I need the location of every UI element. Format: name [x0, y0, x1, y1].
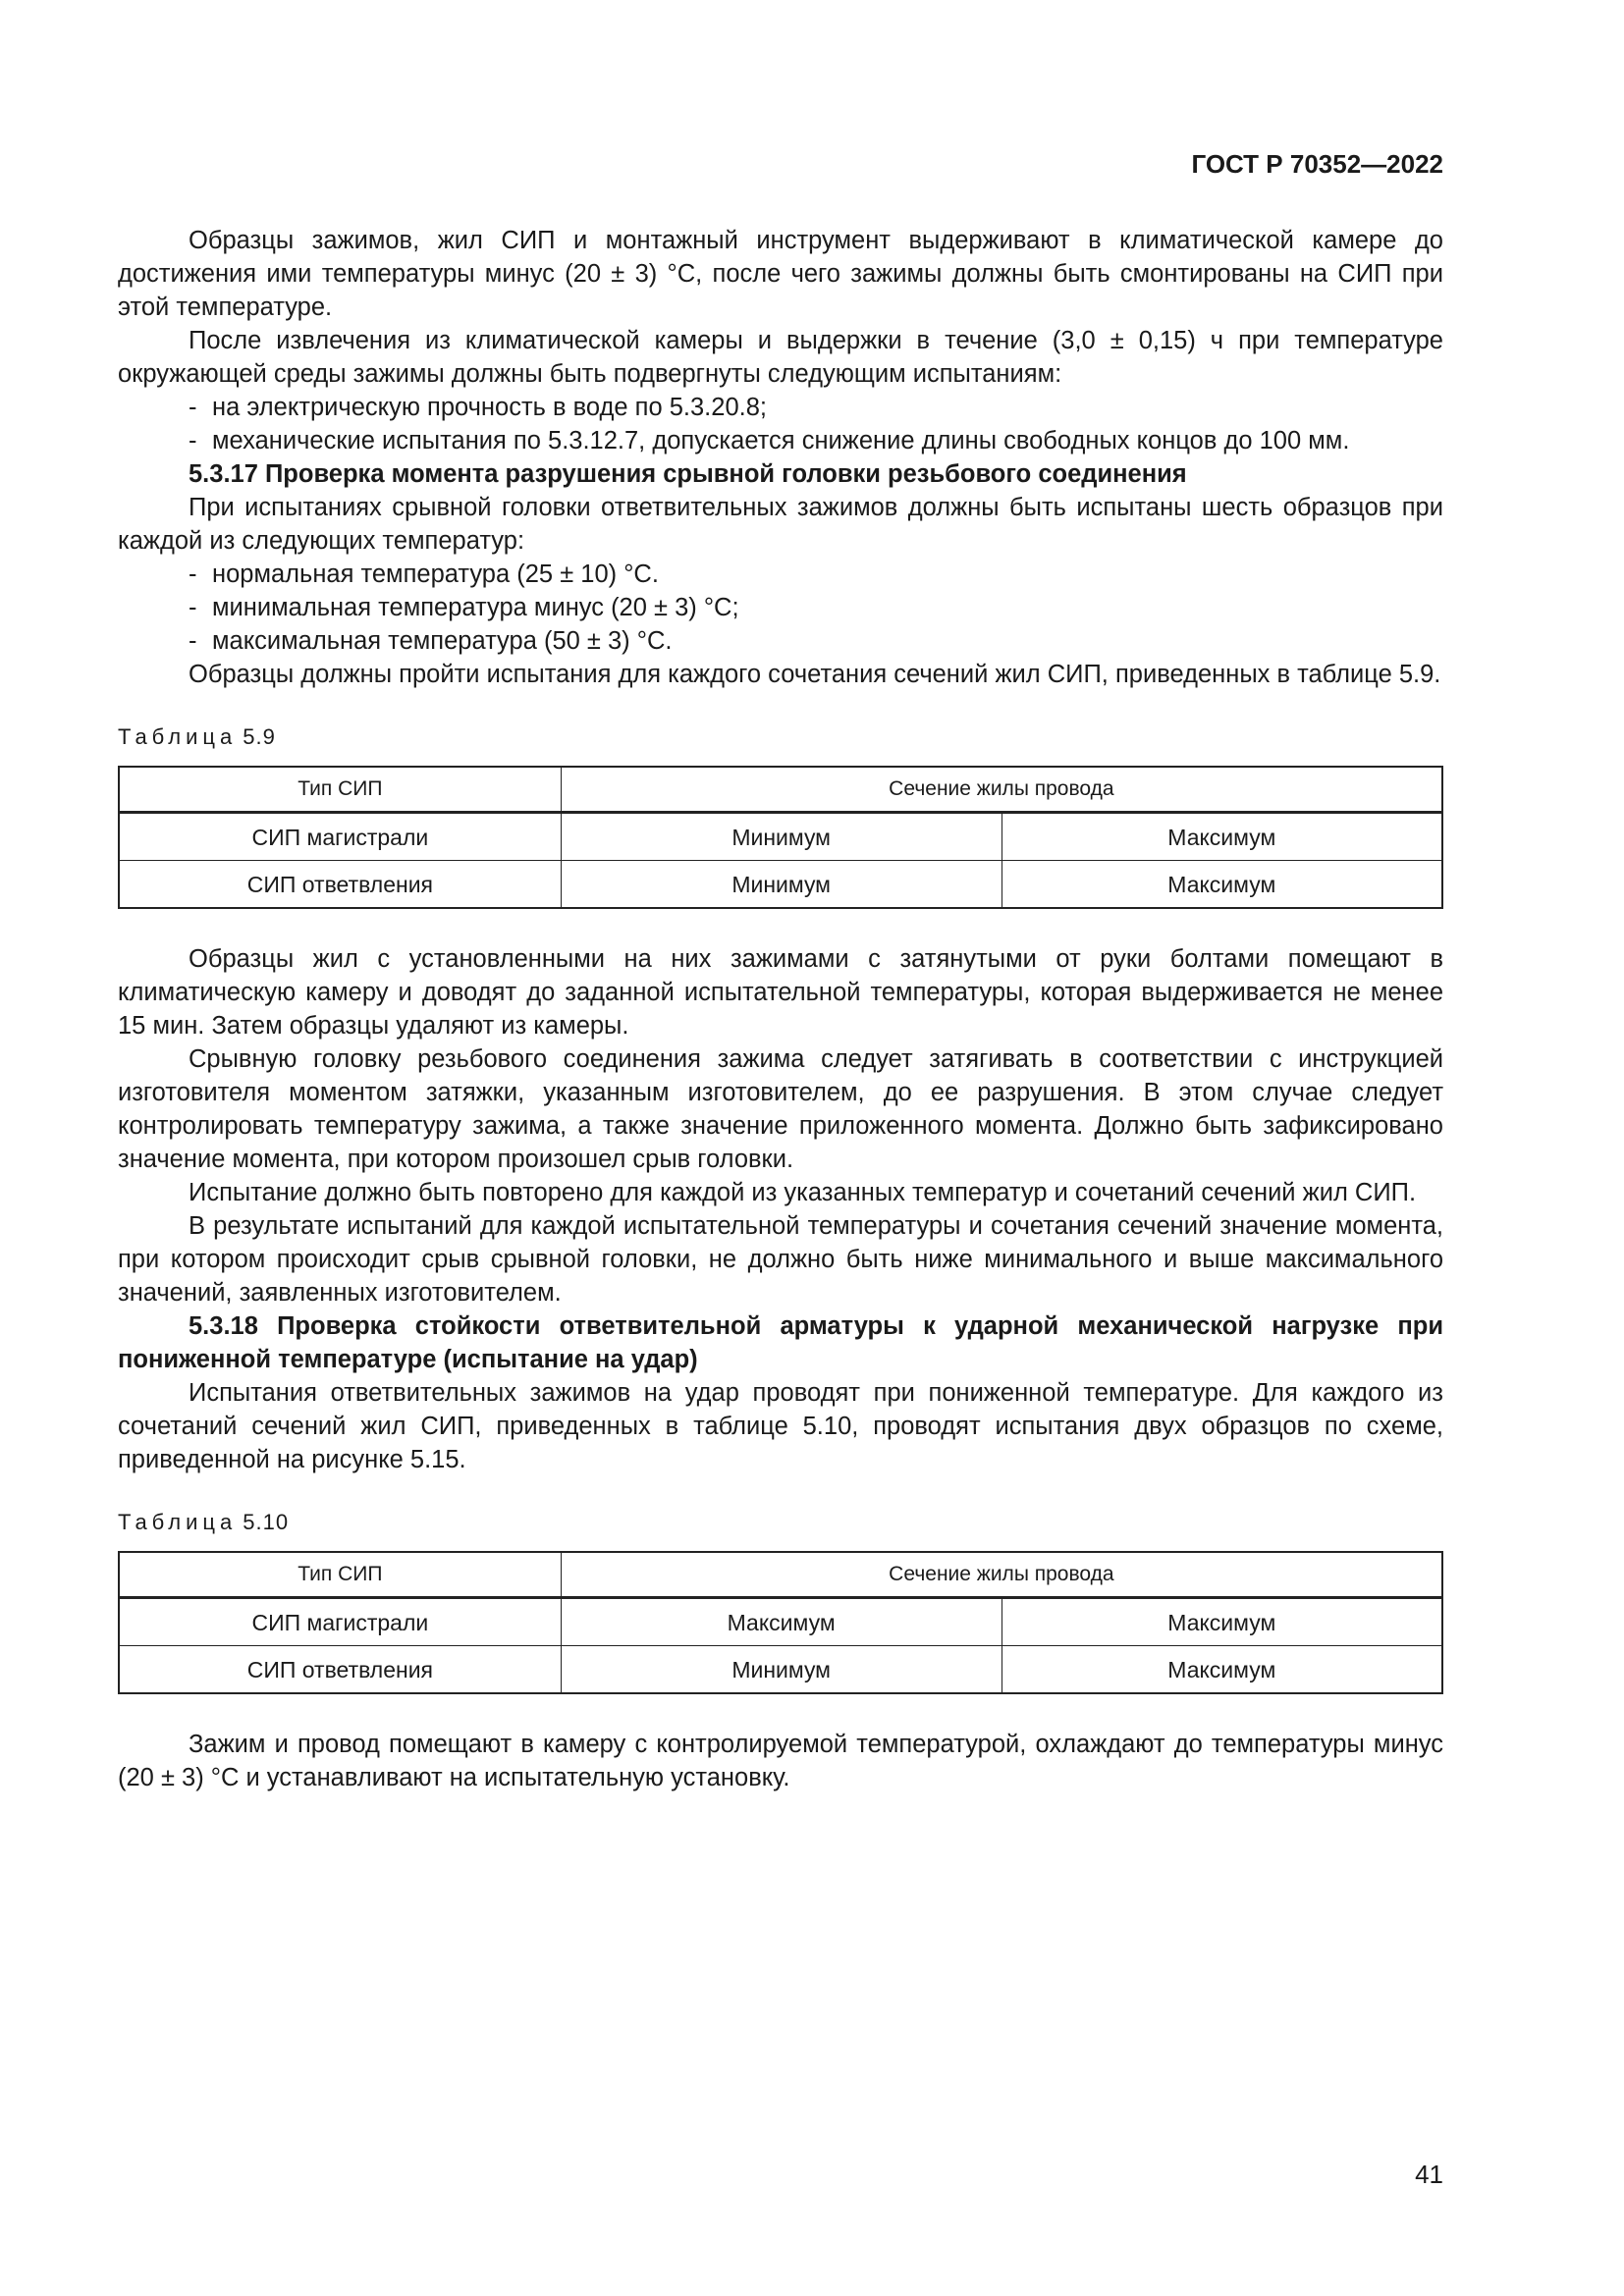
section-heading: 5.3.18 Проверка стойкости ответвительной арматуры к ударной механической нагрузке при пониженной температуре (испытание на удар): [118, 1312, 1443, 1373]
paragraph: Испытания ответвительных зажимов на удар проводят при пониженной температуре. Для каждого из сочетаний сечений жил СИП, приведенных в таблице 5.10, проводят испытания двух образцов по схеме, приведенной на рисунке 5.15.: [118, 1379, 1443, 1473]
page-number: 41: [1415, 2160, 1443, 2189]
list-item-text: нормальная температура (25 ± 10) °С.: [212, 561, 659, 588]
table-row: [119, 1646, 1442, 1694]
dash-bullet: -: [189, 427, 197, 454]
dash-bullet: -: [189, 394, 197, 421]
table-cell: Минимум: [561, 1646, 1001, 1694]
paragraph: Испытание должно быть повторено для каждой из указанных температур и сочетаний сечений жил СИП.: [189, 1179, 1417, 1206]
table-caption-number: 5.9: [243, 724, 276, 749]
list-item: [118, 624, 1443, 658]
table-cell: Минимум: [561, 861, 1001, 909]
table-caption-word: Таблица: [118, 724, 238, 749]
table-cell: Максимум: [1001, 1598, 1442, 1646]
paragraph: Образцы зажимов, жил СИП и монтажный инструмент выдерживают в климатической камере до достижения ими температуры минус (20 ± 3) °С, после чего зажимы должны быть смонтированы на СИП при этой температуре.: [118, 227, 1443, 321]
document-code: ГОСТ Р 70352—2022: [1191, 149, 1443, 179]
table-cell: СИП ответвления: [119, 861, 561, 909]
table-5-10: [118, 1551, 1443, 1694]
header-cell: Тип СИП: [119, 1552, 561, 1598]
paragraph: При испытаниях срывной головки ответвительных зажимов должны быть испытаны шесть образцов при каждой из следующих температур:: [118, 494, 1443, 555]
table-5-9: [118, 766, 1443, 909]
section-heading: 5.3.17 Проверка момента разрушения срывной головки резьбового соединения: [189, 460, 1187, 488]
table-row: [119, 861, 1442, 909]
table-row: [119, 1598, 1442, 1646]
dash-bullet: -: [189, 561, 197, 588]
list-item: [118, 424, 1443, 457]
table-cell: Минимум: [561, 813, 1001, 861]
list-item: [118, 591, 1443, 624]
list-item: [118, 558, 1443, 591]
table-row: [119, 813, 1442, 861]
table-cell: СИП магистрали: [119, 1598, 561, 1646]
paragraph: После извлечения из климатической камеры и выдержки в течение (3,0 ± 0,15) ч при температуре окружающей среды зажимы должны быть подвергнуты следующим испытаниям:: [118, 327, 1443, 388]
paragraph: В результате испытаний для каждой испытательной температуры и сочетания сечений значение момента, при котором происходит срыв срывной головки, не должно быть ниже минимального и выше максимального значений, заявленных изготовителем.: [118, 1212, 1443, 1307]
table-header-row: [119, 767, 1442, 813]
header-cell: Сечение жилы провода: [561, 1552, 1442, 1598]
list-item-text: минимальная температура минус (20 ± 3) °С;: [212, 594, 739, 621]
table-cell: Максимум: [1001, 861, 1442, 909]
dash-bullet: -: [189, 594, 197, 621]
table-header-row: [119, 1552, 1442, 1598]
dash-bullet: -: [189, 627, 197, 655]
list-item-text: на электрическую прочность в воде по 5.3.20.8;: [212, 394, 767, 421]
table-caption-number: 5.10: [243, 1510, 290, 1534]
list-item: [118, 391, 1443, 424]
list-item-text: механические испытания по 5.3.12.7, допускается снижение длины свободных концов до 100 мм.: [212, 427, 1350, 454]
paragraph: Образцы жил с установленными на них зажимами с затянутыми от руки болтами помещают в климатическую камеру и доводят до заданной испытательной температуры, которая выдерживается не менее 15 мин. Затем образцы удаляют из камеры.: [118, 945, 1443, 1040]
page-body: [118, 224, 1443, 1794]
table-caption-word: Таблица: [118, 1510, 238, 1534]
header-cell: Сечение жилы провода: [561, 767, 1442, 813]
header-cell: Тип СИП: [119, 767, 561, 813]
table-cell: Максимум: [1001, 813, 1442, 861]
table-caption: [118, 721, 1443, 754]
table-cell: СИП ответвления: [119, 1646, 561, 1694]
paragraph: Зажим и провод помещают в камеру с контролируемой температурой, охлаждают до температуры минус (20 ± 3) °С и устанавливают на испытательную установку.: [118, 1731, 1443, 1791]
paragraph: Срывную головку резьбового соединения зажима следует затягивать в соответствии с инструкцией изготовителя моментом затяжки, указанным изготовителем, до ее разрушения. В этом случае следует контролировать температуру зажима, а также значение приложенного момента. Должно быть зафиксировано значение момента, при котором произошел срыв головки.: [118, 1045, 1443, 1173]
table-caption: [118, 1506, 1443, 1539]
table-cell: Максимум: [561, 1598, 1001, 1646]
paragraph: Образцы должны пройти испытания для каждого сочетания сечений жил СИП, приведенных в таблице 5.9.: [189, 661, 1441, 688]
table-cell: СИП магистрали: [119, 813, 561, 861]
table-cell: Максимум: [1001, 1646, 1442, 1694]
list-item-text: максимальная температура (50 ± 3) °С.: [212, 627, 673, 655]
